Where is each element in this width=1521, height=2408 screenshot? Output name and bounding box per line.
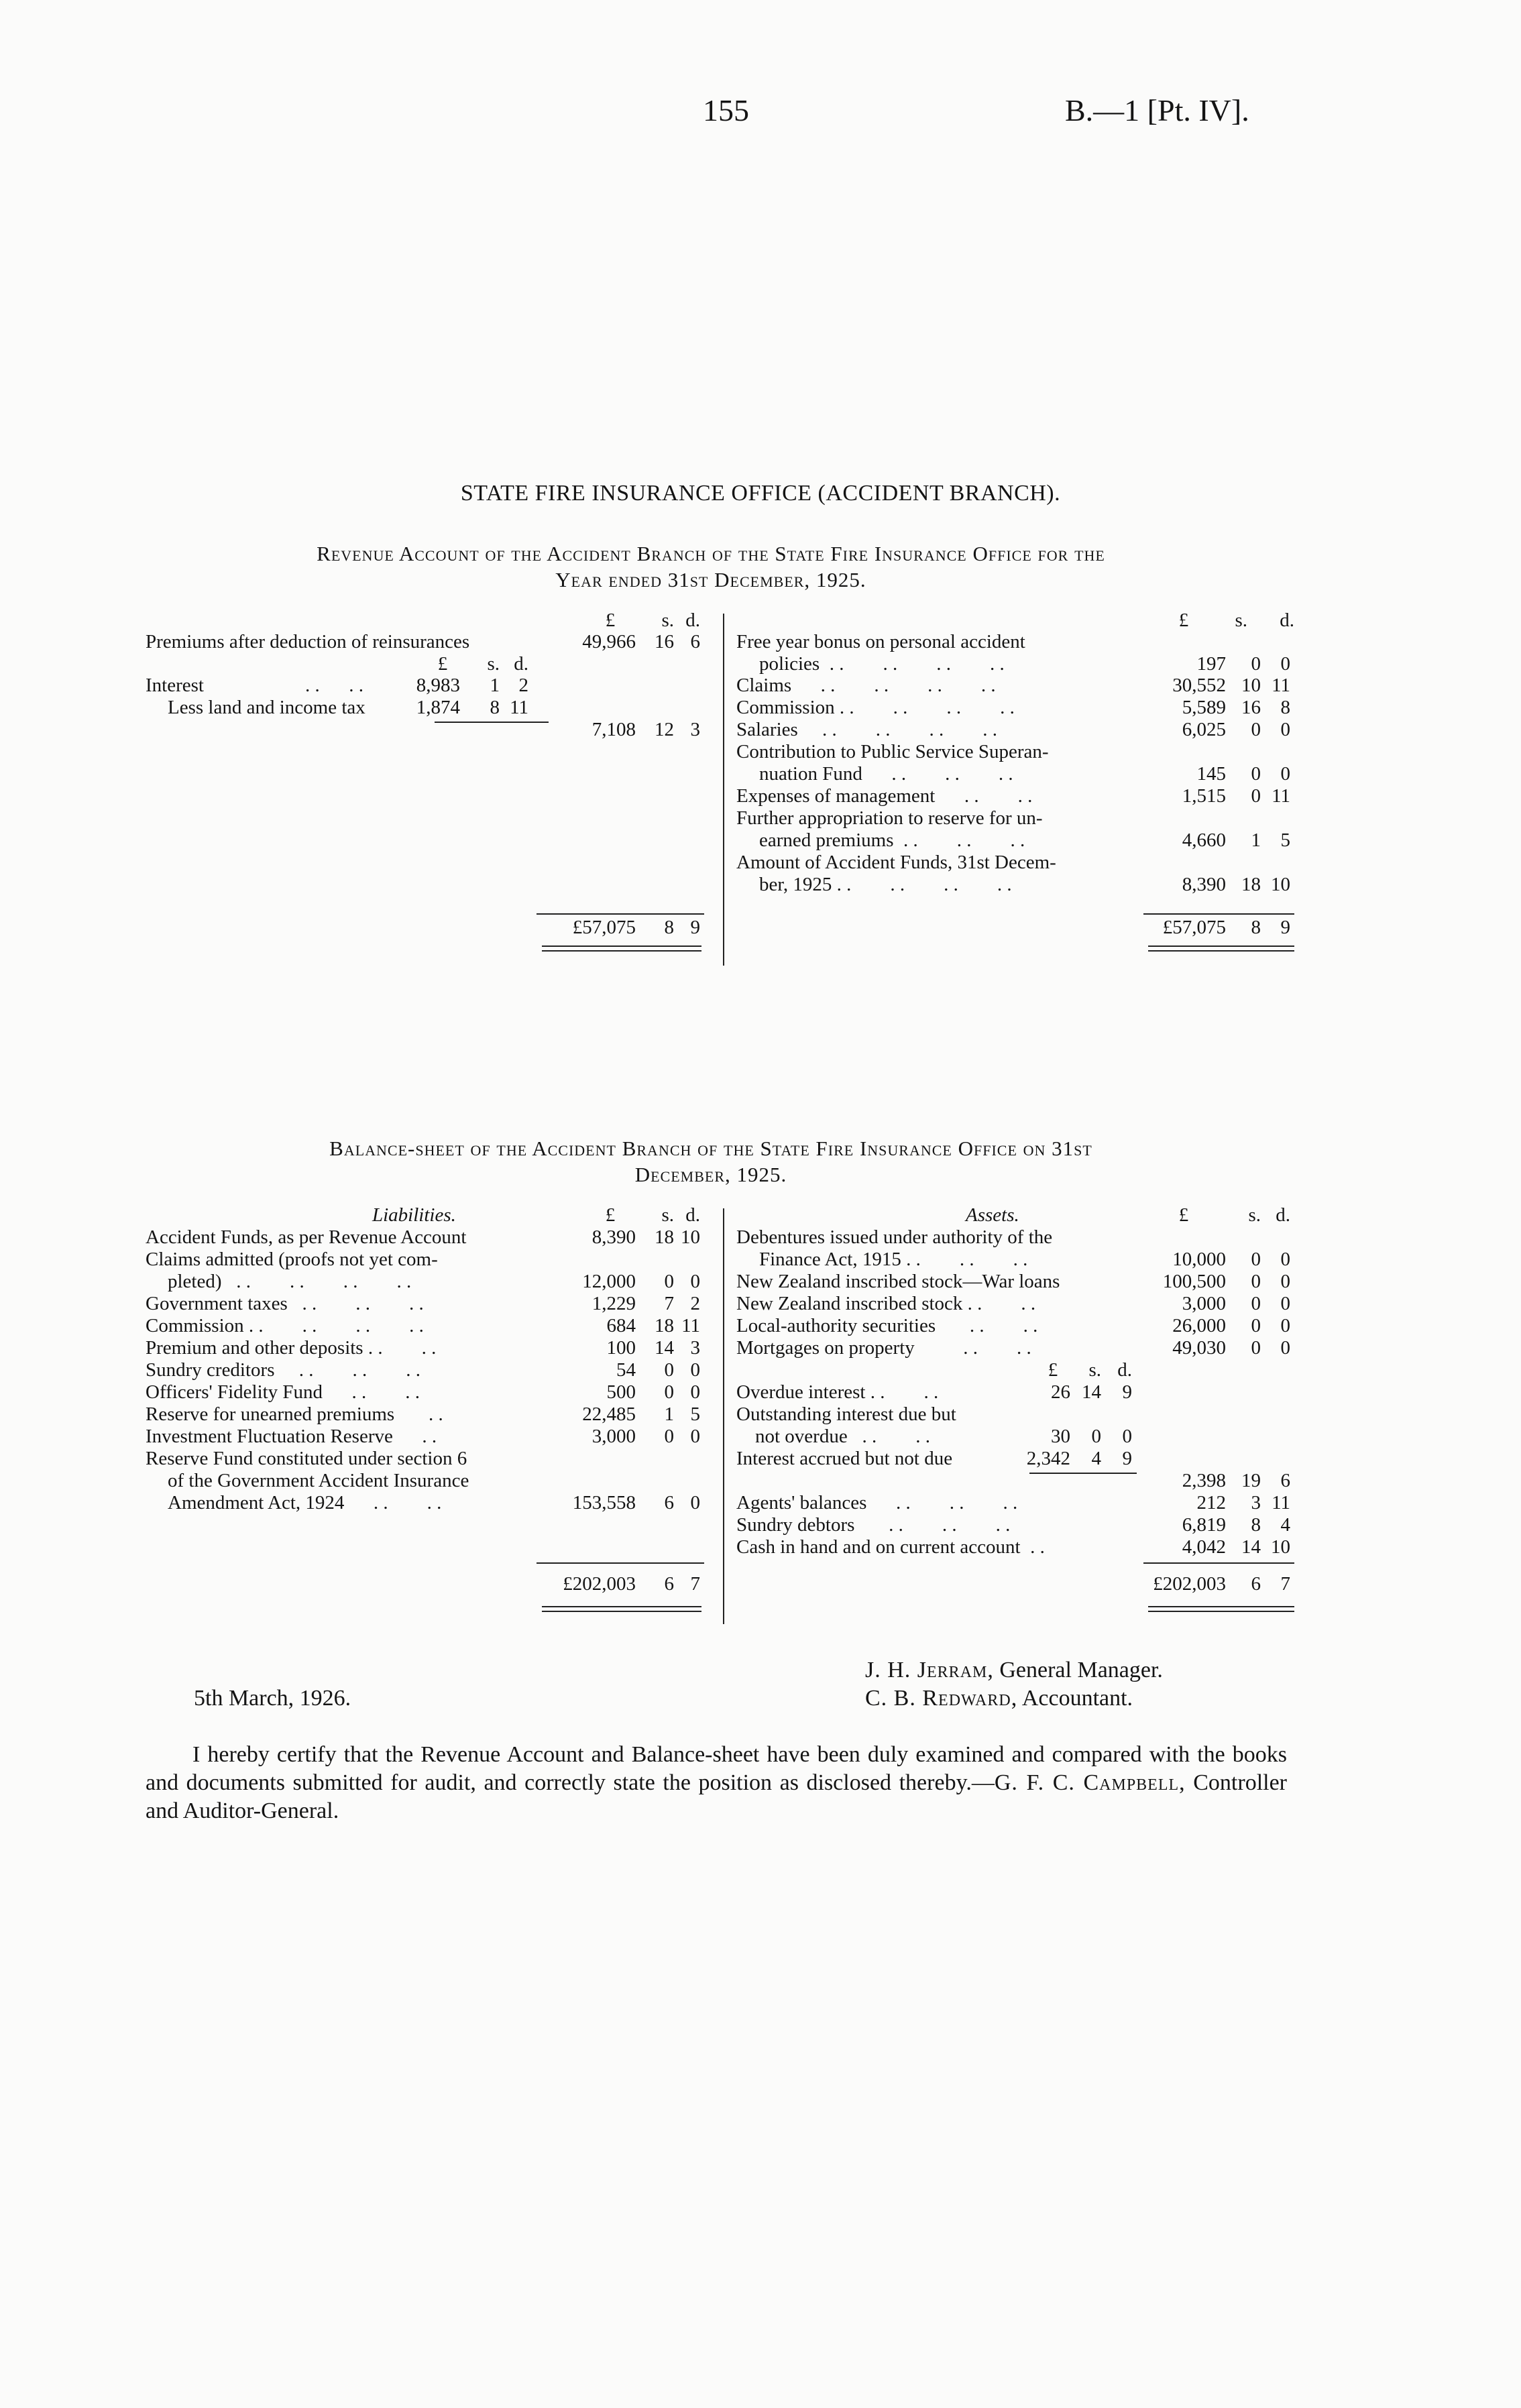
liab-total-pounds: £202,003 — [563, 1573, 636, 1595]
asset-sundry-debtors-pence: 4 — [1280, 1514, 1290, 1536]
rev-right-total-rule — [1143, 913, 1294, 915]
asset-inscribed-stock-pence: 0 — [1280, 1293, 1290, 1314]
net-interest-pence: 3 — [690, 719, 700, 740]
rev-left-total-shillings: 8 — [664, 917, 674, 938]
asset-war-loans-pence: 0 — [1280, 1271, 1290, 1292]
liab-fluctuation-reserve-pounds: 3,000 — [592, 1426, 636, 1447]
asset-interest-total-pounds: 2,398 — [1182, 1470, 1226, 1491]
assets-col-d: d. — [1276, 1204, 1290, 1226]
interest-dots: . . . . — [305, 675, 363, 696]
rev-expenses-pence: 11 — [1272, 785, 1290, 807]
liab-commission: Commission . . . . . . . . — [146, 1315, 424, 1336]
interest-col-d: d. — [514, 653, 528, 675]
rev-funds-pence: 10 — [1271, 874, 1290, 895]
rev-salaries-pence: 0 — [1280, 719, 1290, 740]
asset-outstanding-pence: 0 — [1122, 1426, 1132, 1447]
asset-accrued-pounds: 2,342 — [1026, 1448, 1070, 1469]
balance-column-divider — [723, 1208, 724, 1624]
rev-item-superannuation: Contribution to Public Service Superan- — [736, 741, 1049, 762]
revenue-heading-line2: Year ended 31st December, 1925. — [555, 568, 866, 591]
rev-item-reserve-cont: earned premiums . . . . . . — [759, 829, 1025, 851]
asset-outstanding-shillings: 0 — [1091, 1426, 1101, 1447]
liab-commission-shillings: 18 — [655, 1315, 674, 1336]
liab-fidelity-fund-pounds: 500 — [606, 1381, 636, 1403]
liab-commission-pence: 11 — [681, 1315, 700, 1336]
premiums-pence: 6 — [690, 631, 700, 652]
liab-total-rule — [537, 1562, 704, 1564]
interest-inner-col-d: d. — [1117, 1359, 1132, 1381]
asset-debentures-pence: 0 — [1280, 1249, 1290, 1270]
assets-col-s: s. — [1248, 1204, 1261, 1226]
rev-funds-shillings: 18 — [1241, 874, 1261, 895]
tax-shillings: 8 — [490, 697, 500, 718]
rev-bonus-pence: 0 — [1280, 653, 1290, 675]
assets-total-double-rule — [1148, 1606, 1294, 1612]
premiums-shillings: 16 — [655, 631, 674, 652]
rev-superannuation-shillings: 0 — [1251, 763, 1261, 785]
rev-claims-pounds: 30,552 — [1172, 675, 1226, 696]
asset-local-securities: Local-authority securities . . . . — [736, 1315, 1038, 1336]
interest-inner-col-s: s. — [1088, 1359, 1101, 1381]
liab-creditors: Sundry creditors . . . . . . — [146, 1359, 420, 1381]
liab-fidelity-fund: Officers' Fidelity Fund . . . . — [146, 1381, 420, 1403]
rev-claims-pence: 11 — [1272, 675, 1290, 696]
liab-fidelity-fund-shillings: 0 — [664, 1381, 674, 1403]
liab-deposits-pence: 3 — [690, 1337, 700, 1359]
asset-cash-shillings: 14 — [1241, 1536, 1261, 1558]
asset-war-loans: New Zealand inscribed stock—War loans — [736, 1271, 1060, 1292]
liab-reserve-fund-cont: of the Government Accident Insurance — [168, 1470, 469, 1491]
liab-total-double-rule — [542, 1606, 701, 1612]
liab-deposits: Premium and other deposits . . . . — [146, 1337, 437, 1359]
signature-date: 5th March, 1926. — [194, 1686, 351, 1711]
liab-fidelity-fund-pence: 0 — [690, 1381, 700, 1403]
rev-left-total-pounds: £57,075 — [572, 917, 636, 938]
asset-overdue-shillings: 14 — [1082, 1381, 1101, 1403]
rev-item-bonus: Free year bonus on personal accident — [736, 631, 1025, 652]
liab-unearned-reserve-pounds: 22,485 — [582, 1403, 636, 1425]
liab-reserve-fund-pence: 0 — [690, 1492, 700, 1513]
assets-total-pounds: £202,003 — [1153, 1573, 1226, 1595]
liab-col-d: d. — [685, 1204, 700, 1226]
liab-gov-taxes-pence: 2 — [690, 1293, 700, 1314]
asset-inscribed-stock-pounds: 3,000 — [1182, 1293, 1226, 1314]
rev-commission-shillings: 16 — [1241, 697, 1261, 718]
rev-bonus-pounds: 197 — [1196, 653, 1226, 675]
rev-claims-shillings: 10 — [1241, 675, 1261, 696]
signature-title-2: Accountant. — [1021, 1686, 1133, 1711]
asset-outstanding-interest-cont: not overdue . . . . — [755, 1426, 930, 1447]
rev-superannuation-pence: 0 — [1280, 763, 1290, 785]
asset-accrued-interest: Interest accrued but not due — [736, 1448, 953, 1469]
asset-cash-pence: 10 — [1271, 1536, 1290, 1558]
rev-item-funds-cont: ber, 1925 . . . . . . . . — [759, 874, 1012, 895]
liab-accident-funds: Accident Funds, as per Revenue Account — [146, 1226, 467, 1248]
asset-sundry-debtors: Sundry debtors . . . . . . — [736, 1514, 1011, 1536]
assets-total-rule — [1143, 1562, 1294, 1564]
net-interest-shillings: 12 — [655, 719, 674, 740]
rev-item-claims: Claims . . . . . . . . — [736, 675, 996, 696]
rev-left-col-d: d. — [685, 610, 700, 631]
rev-right-total-pence: 9 — [1280, 917, 1290, 938]
rev-salaries-pounds: 6,025 — [1182, 719, 1226, 740]
liab-col-pound: £ — [605, 1204, 616, 1226]
rev-item-reserve: Further appropriation to reserve for un- — [736, 807, 1043, 829]
rev-reserve-shillings: 1 — [1251, 829, 1261, 851]
asset-overdue-pounds: 26 — [1051, 1381, 1070, 1403]
interest-col-s: s. — [487, 653, 500, 675]
liab-fluctuation-reserve-shillings: 0 — [664, 1426, 674, 1447]
liab-claims-pence: 0 — [690, 1271, 700, 1292]
assets-col-pound: £ — [1178, 1204, 1189, 1226]
interest-inner-col-pound: £ — [1048, 1359, 1058, 1381]
certificate-text: I hereby certify that the Revenue Account and Balance-sheet have been duly examined and compared with the books and documents submitted for audit, and correctly state the position as disclosed thereby.— — [146, 1742, 1287, 1795]
asset-mortgages-pence: 0 — [1280, 1337, 1290, 1359]
asset-inscribed-stock: New Zealand inscribed stock . . . . — [736, 1293, 1036, 1314]
liab-reserve-fund-pounds: 153,558 — [572, 1492, 636, 1513]
liab-accident-funds-pence: 10 — [681, 1226, 700, 1248]
page-number: 155 — [703, 93, 749, 127]
asset-war-loans-pounds: 100,500 — [1162, 1271, 1226, 1292]
rev-commission-pence: 8 — [1280, 697, 1290, 718]
liab-claims-cont: pleted) . . . . . . . . — [168, 1271, 412, 1292]
liab-reserve-fund-cont2: Amendment Act, 1924 . . . . — [168, 1492, 442, 1513]
liab-claims-pounds: 12,000 — [582, 1271, 636, 1292]
liab-col-s: s. — [661, 1204, 674, 1226]
liab-claims-shillings: 0 — [664, 1271, 674, 1292]
assets-total-shillings: 6 — [1251, 1573, 1261, 1595]
interest-col-pound: £ — [437, 653, 448, 675]
liab-unearned-reserve-shillings: 1 — [664, 1403, 674, 1425]
asset-agents-balances-pounds: 212 — [1196, 1492, 1226, 1513]
asset-inscribed-stock-shillings: 0 — [1251, 1293, 1261, 1314]
signature-accountant — [865, 1686, 1133, 1711]
interest-shillings: 1 — [490, 675, 500, 696]
liab-deposits-pounds: 100 — [606, 1337, 636, 1359]
rev-funds-pounds: 8,390 — [1182, 874, 1226, 895]
assets-total-pence: 7 — [1280, 1573, 1290, 1595]
signature-title-1: General Manager. — [999, 1658, 1163, 1682]
asset-sundry-debtors-pounds: 6,819 — [1182, 1514, 1226, 1536]
liab-gov-taxes: Government taxes . . . . . . — [146, 1293, 424, 1314]
balance-heading-line2: December, 1925. — [634, 1163, 787, 1186]
asset-local-securities-pounds: 26,000 — [1172, 1315, 1226, 1336]
signature-name-1: J. H. Jerram, — [865, 1658, 994, 1682]
liab-total-pence: 7 — [690, 1573, 700, 1595]
signature-name-2: C. B. Redward, — [865, 1686, 1018, 1711]
revenue-heading: Revenue Account of the Accident Branch of the State Fire Insurance Office for the — [317, 542, 1105, 565]
liab-total-shillings: 6 — [664, 1573, 674, 1595]
liab-gov-taxes-pounds: 1,229 — [592, 1293, 636, 1314]
balance-heading: Balance-sheet of the Accident Branch of the State Fire Insurance Office on 31st — [329, 1137, 1092, 1160]
asset-local-securities-pence: 0 — [1280, 1315, 1290, 1336]
asset-agents-balances: Agents' balances . . . . . . — [736, 1492, 1018, 1513]
rev-expenses-shillings: 0 — [1251, 785, 1261, 807]
asset-mortgages: Mortgages on property . . . . — [736, 1337, 1031, 1359]
assets-heading: Assets. — [966, 1204, 1019, 1226]
auditor-name: G. F. C. Campbell, — [994, 1770, 1186, 1795]
rev-left-col-pound: £ — [605, 610, 616, 631]
asset-debentures-shillings: 0 — [1251, 1249, 1261, 1270]
rev-item-bonus-cont: policies . . . . . . . . — [759, 653, 1005, 675]
rev-left-total-rule — [537, 913, 704, 915]
rev-commission-pounds: 5,589 — [1182, 697, 1226, 718]
signature-general-manager — [865, 1658, 1163, 1683]
liabilities-heading: Liabilities. — [372, 1204, 456, 1226]
tax-label: Less land and income tax — [168, 697, 365, 718]
interest-subtotal-rule — [435, 722, 549, 723]
rev-reserve-pence: 5 — [1280, 829, 1290, 851]
liab-creditors-pounds: 54 — [616, 1359, 636, 1381]
asset-interest-total-pence: 6 — [1280, 1470, 1290, 1491]
asset-local-securities-shillings: 0 — [1251, 1315, 1261, 1336]
asset-mortgages-pounds: 49,030 — [1172, 1337, 1226, 1359]
liab-fluctuation-reserve: Investment Fluctuation Reserve . . — [146, 1426, 437, 1447]
asset-interest-total-shillings: 19 — [1241, 1470, 1261, 1491]
asset-sundry-debtors-shillings: 8 — [1251, 1514, 1261, 1536]
document-reference: B.—1 [Pt. IV]. — [1065, 93, 1249, 127]
liab-claims: Claims admitted (proofs not yet com- — [146, 1249, 438, 1270]
asset-cash: Cash in hand and on current account . . — [736, 1536, 1045, 1558]
revenue-column-divider — [723, 614, 724, 966]
liab-accident-funds-pounds: 8,390 — [592, 1226, 636, 1248]
premiums-pounds: 49,966 — [582, 631, 636, 652]
rev-left-col-s: s. — [661, 610, 674, 631]
asset-debentures-pounds: 10,000 — [1172, 1249, 1226, 1270]
asset-agents-balances-pence: 11 — [1272, 1492, 1290, 1513]
rev-item-superannuation-cont: nuation Fund . . . . . . — [759, 763, 1013, 785]
rev-left-total-double-rule — [542, 945, 701, 952]
premiums-label: Premiums after deduction of reinsurances — [146, 631, 470, 652]
liab-gov-taxes-shillings: 7 — [664, 1293, 674, 1314]
net-interest-pounds: 7,108 — [592, 719, 636, 740]
asset-accrued-shillings: 4 — [1091, 1448, 1101, 1469]
liab-unearned-reserve-pence: 5 — [690, 1403, 700, 1425]
rev-item-funds: Amount of Accident Funds, 31st Decem- — [736, 852, 1056, 873]
rev-right-total-pounds: £57,075 — [1162, 917, 1226, 938]
rev-right-col-s: s. — [1235, 610, 1247, 631]
liab-unearned-reserve: Reserve for unearned premiums . . — [146, 1403, 443, 1425]
rev-bonus-shillings: 0 — [1251, 653, 1261, 675]
liab-reserve-fund: Reserve Fund constituted under section 6 — [146, 1448, 467, 1469]
rev-right-col-d: d. — [1280, 610, 1294, 631]
rev-item-expenses: Expenses of management . . . . — [736, 785, 1033, 807]
asset-debentures-cont: Finance Act, 1915 . . . . . . — [759, 1249, 1028, 1270]
rev-expenses-pounds: 1,515 — [1182, 785, 1226, 807]
asset-agents-balances-shillings: 3 — [1251, 1492, 1261, 1513]
interest-label: Interest — [146, 675, 204, 696]
liab-commission-pounds: 684 — [606, 1315, 636, 1336]
liab-creditors-shillings: 0 — [664, 1359, 674, 1381]
rev-item-salaries: Salaries . . . . . . . . — [736, 719, 998, 740]
rev-salaries-shillings: 0 — [1251, 719, 1261, 740]
asset-overdue-interest: Overdue interest . . . . — [736, 1381, 939, 1403]
liab-accident-funds-shillings: 18 — [655, 1226, 674, 1248]
asset-war-loans-shillings: 0 — [1251, 1271, 1261, 1292]
liab-deposits-shillings: 14 — [655, 1337, 674, 1359]
asset-debentures: Debentures issued under authority of the — [736, 1226, 1053, 1248]
liab-creditors-pence: 0 — [690, 1359, 700, 1381]
asset-cash-pounds: 4,042 — [1182, 1536, 1226, 1558]
rev-right-total-double-rule — [1148, 945, 1294, 952]
rev-right-col-pound: £ — [1178, 610, 1189, 631]
tax-pounds: 1,874 — [416, 697, 460, 718]
asset-outstanding-pounds: 30 — [1051, 1426, 1070, 1447]
asset-overdue-pence: 9 — [1122, 1381, 1132, 1403]
auditor-role: Controller and Auditor-General. — [146, 1770, 1288, 1823]
liab-reserve-fund-shillings: 6 — [664, 1492, 674, 1513]
interest-pounds: 8,983 — [416, 675, 460, 696]
asset-mortgages-shillings: 0 — [1251, 1337, 1261, 1359]
interest-subtotal-rule-assets — [1029, 1473, 1137, 1474]
tax-pence: 11 — [510, 697, 528, 718]
interest-pence: 2 — [518, 675, 528, 696]
asset-accrued-pence: 9 — [1122, 1448, 1132, 1469]
asset-outstanding-interest: Outstanding interest due but — [736, 1403, 956, 1425]
rev-item-commission: Commission . . . . . . . . — [736, 697, 1015, 718]
document-title: STATE FIRE INSURANCE OFFICE (ACCIDENT BRANCH). — [460, 481, 1061, 506]
rev-reserve-pounds: 4,660 — [1182, 829, 1226, 851]
liab-fluctuation-reserve-pence: 0 — [690, 1426, 700, 1447]
rev-superannuation-pounds: 145 — [1196, 763, 1226, 785]
audit-certificate — [146, 1741, 1287, 1825]
rev-left-total-pence: 9 — [690, 917, 700, 938]
rev-right-total-shillings: 8 — [1251, 917, 1261, 938]
